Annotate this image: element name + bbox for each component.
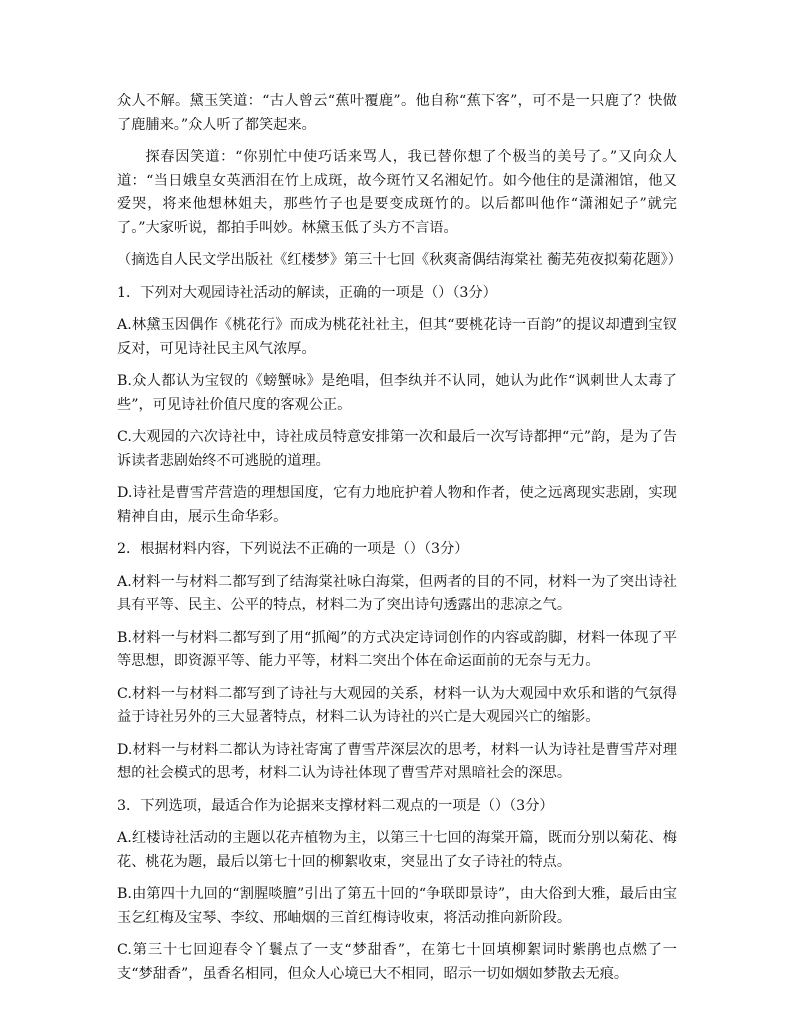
passage-paragraph-1: 众人不解。黛玉笑道：“古人曾云“蕉叶覆鹿”。他自称“蕉下客”，可不是一只鹿了？快做了鹿脯来。”众人听了都笑起来。 (117, 93, 677, 133)
question-2-option-d: D.材料一与材料二都认为诗社寄寓了曹雪芹深层次的思考，材料一认为诗社是曹雪芹对理想的社会模式的思考，材料二认为诗社体现了曹雪芹对黑暗社会的深思。 (117, 741, 677, 781)
question-1-option-b: B.众人都认为宝钗的《螃蟹咏》是绝唱，但李纨并不认同，她认为此作“讽刺世人太毒了些”，可见诗社价值尺度的客观公正。 (117, 373, 677, 413)
question-1-option-d: D.诗社是曹雪芹营造的理想国度，它有力地庇护着人物和作者，使之远离现实悲剧，实现精神自由，展示生命华彩。 (117, 485, 677, 525)
question-1-option-c: C.大观园的六次诗社中，诗社成员特意安排第一次和最后一次写诗都押“元”韵，是为了告诉读者悲剧始终不可逃脱的道理。 (117, 429, 677, 469)
passage-paragraph-2: 探春因笑道：“你别忙中使巧话来骂人，我已替你想了个极当的美号了。”又向众人道：“当日娥皇女英洒泪在竹上成斑，故今斑竹又名湘妃竹。如今他住的是潇湘馆，他又爱哭，将来他想林姐夫，那些竹子也是要变成斑竹的。以后都叫他作“潇湘妃子”就完了。”大家听说，都拍手叫妙。林黛玉低了头方不言语。 (117, 149, 677, 236)
question-3-option-b: B.由第四十九回的“割腥啖膻”引出了第五十回的“争联即景诗”，由大俗到大雅，最后由宝玉乞红梅及宝琴、李纹、邢岫烟的三首红梅诗收束，将活动推向新阶段。 (117, 886, 677, 926)
question-2-stem: 2．根据材料内容，下列说法不正确的一项是（）（3分） (117, 541, 469, 557)
question-1-stem: 1．下列对大观园诗社活动的解读，正确的一项是（）（3分） (117, 284, 497, 301)
question-3-option-c: C.第三十七回迎春令丫鬟点了一支“梦甜香”，在第七十回填柳絮词时紫鹃也点燃了一支“梦甜香”，虽香名相同，但众人心境已大不相同，昭示一切如烟如梦散去无痕。 (117, 942, 677, 982)
question-2-option-a: A.材料一与材料二都写到了结海棠社咏白海棠，但两者的目的不同，材料一为了突出诗社具有平等、民主、公平的特点，材料二为了突出诗句透露出的悲凉之气。 (117, 573, 677, 613)
question-3-option-a: A.红楼诗社活动的主题以花卉植物为主，以第三十七回的海棠开篇，既而分别以菊花、梅花、桃花为题，最后以第七十回的柳絮收束，突显出了女子诗社的特点。 (117, 830, 677, 870)
passage-source-citation: （摘选自人民文学出版社《红楼梦》第三十七回《秋爽斋偶结海棠社 蘅芜苑夜拟菊花题》） (117, 252, 682, 268)
question-2-option-c: C.材料一与材料二都写到了诗社与大观园的关系，材料一认为大观园中欢乐和谐的气氛得益于诗社另外的三大显著特点，材料二认为诗社的兴亡是大观园兴亡的缩影。 (117, 685, 677, 725)
question-2-option-b: B.材料一与材料二都写到了用“抓阄”的方式决定诗词创作的内容或韵脚，材料一体现了平等思想，即资源平等、能力平等，材料二突出个体在命运面前的无奈与无力。 (117, 629, 677, 669)
document-page (117, 90, 682, 995)
question-1-option-a: A.林黛玉因偶作《桃花行》而成为桃花社社主，但其“要桃花诗一百韵”的提议却遭到宝钗反对，可见诗社民主风气浓厚。 (117, 317, 677, 357)
question-3-stem: 3．下列选项，最适合作为论据来支撑材料二观点的一项是（）（3分） (117, 797, 554, 814)
